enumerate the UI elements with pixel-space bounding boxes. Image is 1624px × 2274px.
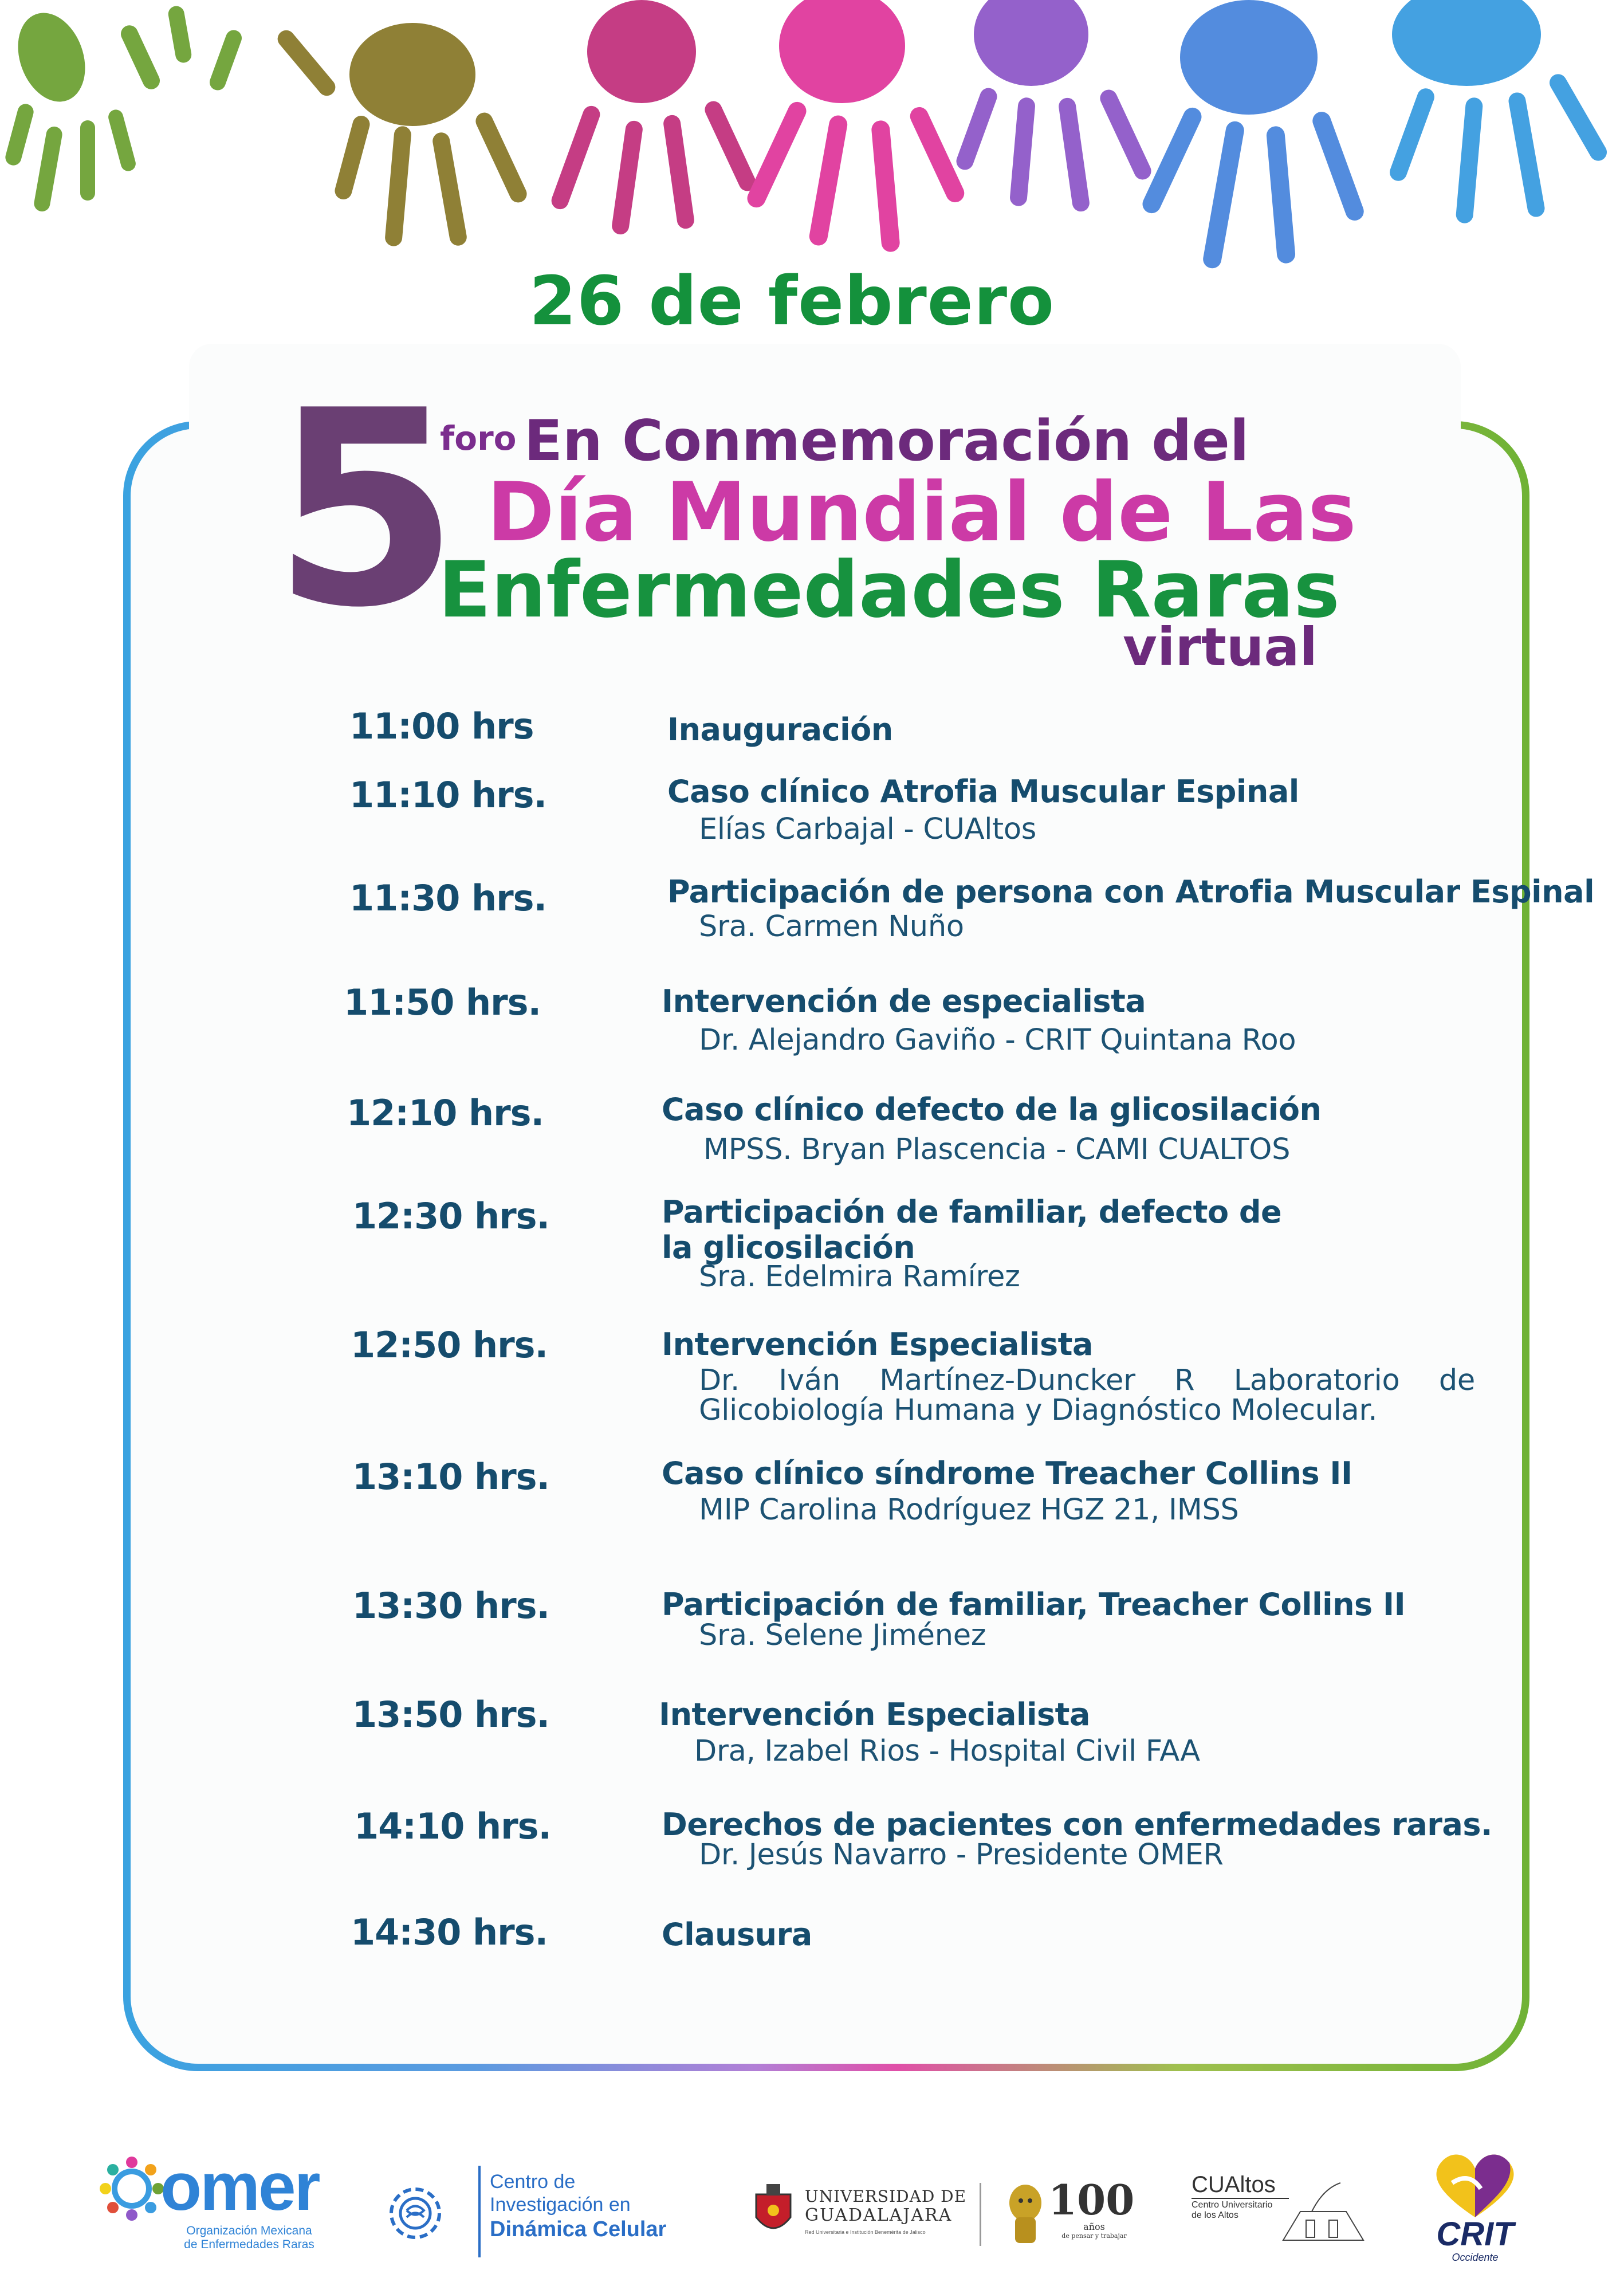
schedule-detail: Dra, Izabel Rios - Hospital Civil FAA [694, 1734, 1200, 1768]
forum-number: 5 [272, 353, 454, 666]
foro-label: foro [440, 419, 517, 458]
crit-heart-icon [1429, 2149, 1521, 2223]
schedule-event: Participación de persona con Atrofia Muscular Espinal [667, 874, 1595, 910]
schedule-time: 11:30 hrs. [349, 877, 547, 919]
schedule-detail: Dr. Iván Martínez-Duncker R Laboratorio de Glicobiología Humana y Diagnóstico Molecular. [699, 1364, 1475, 1427]
centenary-line-2: de pensar y trabajar [1061, 2232, 1127, 2240]
event-date: 26 de febrero [529, 261, 1055, 340]
schedule-detail: Sra. Selene Jiménez [699, 1619, 986, 1652]
schedule-detail: Dr. Jesús Navarro - Presidente OMER [699, 1838, 1224, 1872]
centenary-number: 100 [1048, 2175, 1135, 2224]
schedule-event: Clausura [662, 1916, 812, 1953]
schedule-time: 12:50 hrs. [351, 1324, 548, 1366]
omer-caption-1: Organización Mexicana [186, 2224, 312, 2237]
logo-divider [980, 2183, 981, 2246]
schedule-detail: MPSS. Bryan Plascencia - CAMI CUALTOS [703, 1133, 1291, 1167]
schedule-time: 11:00 hrs [349, 705, 534, 747]
schedule-event: Participación de familiar, defecto de la glicosilación [662, 1194, 1282, 1266]
schedule-event: Intervención Especialista [659, 1696, 1090, 1733]
cidc-logo [384, 2166, 705, 2257]
crit-logo [1426, 2149, 1524, 2269]
schedule-event: Intervención de especialista [662, 983, 1146, 1019]
cualtos-line-2: de los Altos [1192, 2210, 1238, 2220]
cidc-divider [478, 2166, 481, 2257]
udg-line-3: Red Universitaria e Institución Benemérita de Jalisco [805, 2229, 926, 2235]
schedule-event: Caso clínico defecto de la glicosilación [662, 1091, 1322, 1128]
schedule-event: Inauguración [667, 712, 893, 748]
schedule-event: Intervención Especialista [662, 1326, 1093, 1362]
sponsor-logos [0, 2120, 1624, 2274]
schedule-time: 12:30 hrs. [352, 1195, 550, 1237]
schedule-detail: MIP Carolina Rodríguez HGZ 21, IMSS [699, 1493, 1239, 1527]
title-line-4: virtual [1123, 616, 1318, 678]
handprints-decoration [0, 0, 1624, 298]
udg-line-2: GUADALAJARA [805, 2205, 953, 2225]
schedule-time: 11:10 hrs. [349, 774, 547, 816]
schedule-event: Caso clínico síndrome Treacher Collins II [662, 1455, 1352, 1491]
schedule-detail: Elías Carbajal - CUAltos [699, 812, 1037, 846]
omer-wordmark: omer [160, 2149, 319, 2225]
cualtos-rule [1192, 2198, 1289, 2199]
udg-line-1: UNIVERSIDAD DE [805, 2187, 967, 2206]
title-line-2: Día Mundial de Las [487, 465, 1356, 560]
cidc-cell-icon [384, 2182, 447, 2245]
udg-shield-icon [750, 2183, 796, 2240]
schedule-detail: Sra. Edelmira Ramírez [699, 1260, 1020, 1294]
cualtos-logo [1192, 2171, 1375, 2257]
lion-icon [1002, 2180, 1048, 2249]
schedule-time: 12:10 hrs. [347, 1092, 544, 1134]
schedule-time: 14:10 hrs. [354, 1805, 552, 1847]
schedule-time: 13:10 hrs. [352, 1456, 550, 1498]
schedule-time: 14:30 hrs. [351, 1911, 548, 1953]
cualtos-building-icon [1277, 2177, 1369, 2252]
centenary-logo [1002, 2177, 1140, 2252]
omer-logo [97, 2149, 338, 2263]
omer-flower-icon [97, 2154, 166, 2223]
crit-wordmark: CRIT [1436, 2216, 1514, 2253]
title-line-1: En Conmemoración del [524, 409, 1249, 474]
schedule-time: 13:30 hrs. [352, 1585, 550, 1627]
crit-subtitle: Occidente [1452, 2252, 1499, 2263]
schedule-detail: Sra. Carmen Nuño [699, 910, 964, 944]
schedule-time: 13:50 hrs. [352, 1694, 550, 1735]
cualtos-wordmark: CUAltos [1192, 2172, 1276, 2197]
centenary-line-1: años [1083, 2221, 1105, 2232]
title-line-3: Enfermedades Raras [438, 545, 1340, 635]
schedule-event: Derechos de pacientes con enfermedades raras. [662, 1806, 1493, 1843]
cidc-line-3: Dinámica Celular [490, 2217, 667, 2241]
cidc-line-2: Investigación en [490, 2194, 631, 2216]
schedule-time: 11:50 hrs. [344, 981, 541, 1023]
omer-caption-2: de Enfermedades Raras [184, 2238, 314, 2251]
udg-logo [750, 2183, 968, 2252]
cidc-line-1: Centro de [490, 2171, 576, 2193]
schedule-event: Participación de familiar, Treacher Collins II [662, 1586, 1406, 1623]
schedule-detail: Dr. Alejandro Gaviño - CRIT Quintana Roo [699, 1023, 1296, 1057]
schedule-event: Caso clínico Atrofia Muscular Espinal [667, 773, 1299, 810]
cualtos-line-1: Centro Universitario [1192, 2200, 1273, 2210]
